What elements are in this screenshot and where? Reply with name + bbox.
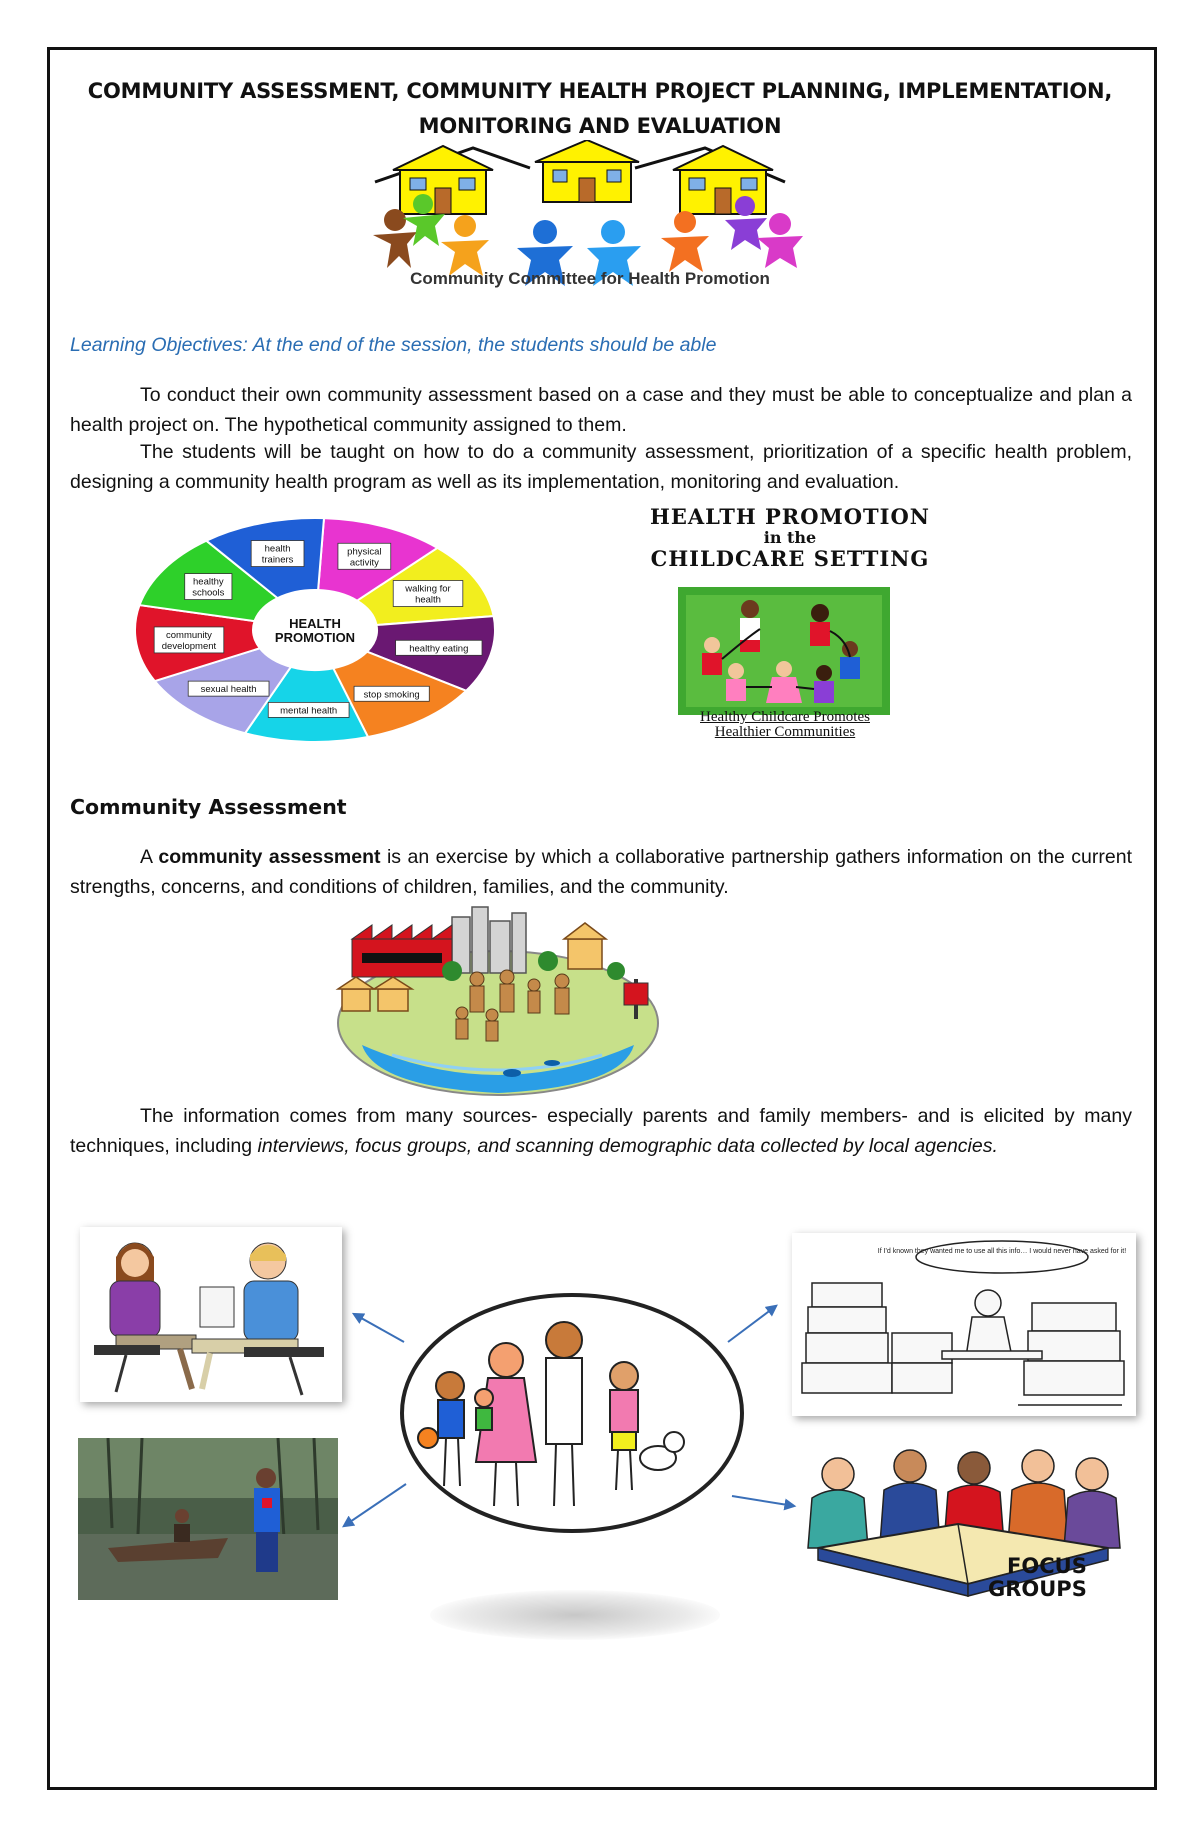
title-line-2: MONITORING AND EVALUATION bbox=[418, 114, 782, 138]
definition-text: is an exercise by which a collaborative partnership gathers information on the current strengths, concerns, and conditions of children, families, and the community. bbox=[70, 846, 1133, 898]
wheel-center-label: HEALTH bbox=[289, 616, 341, 631]
childcare-caption bbox=[640, 710, 930, 740]
focus-label-line-1: FOCUS bbox=[1007, 1554, 1087, 1578]
wheel-segment-label: health trainers bbox=[261, 543, 294, 566]
community-village-illustration bbox=[322, 905, 674, 1097]
data-scanning-cartoon bbox=[792, 1233, 1136, 1416]
wheel-segment-label: stop smoking bbox=[363, 689, 420, 701]
sources-paragraph bbox=[70, 1101, 1132, 1161]
cartoon-speech-bubble: If I'd known they wanted me to use all this info… I would never have asked for it! bbox=[877, 1248, 1127, 1255]
childcare-title-2: in the bbox=[763, 528, 817, 547]
title-line-1: COMMUNITY ASSESSMENT, COMMUNITY HEALTH PROJECT PLANNING, IMPLEMENTATION, bbox=[87, 79, 1113, 103]
circle-shadow bbox=[430, 1590, 720, 1640]
objective-text-1: To conduct their own community assessment based on a case and they must be able to conceptualize and plan a health project on. The hypothetical community assigned to them. bbox=[70, 384, 1132, 436]
wheel-segment-label: healthy schools bbox=[192, 576, 225, 599]
wheel-segment-label: community development bbox=[161, 629, 217, 652]
interview-icon bbox=[80, 1227, 342, 1402]
wheel-segment-label: physical activity bbox=[347, 546, 382, 569]
definition-paragraph bbox=[70, 842, 1132, 902]
objective-text-2: The students will be taught on how to do a community assessment, prioritization of a specific health problem, designing a community health program as well as its implementation, monitoring and evaluation. bbox=[70, 441, 1132, 493]
childcare-setting-graphic bbox=[620, 505, 960, 745]
wheel-center-label: PROMOTION bbox=[274, 630, 356, 645]
house-icon-center bbox=[535, 140, 639, 202]
flood-field-photo-icon bbox=[78, 1438, 338, 1600]
house-icon-right bbox=[673, 146, 773, 214]
sources-techniques: interviews, focus groups, and scanning demographic data collected by local agencies. bbox=[257, 1135, 998, 1157]
paperwork-cartoon-icon bbox=[792, 1233, 1136, 1416]
definition-pre: A bbox=[140, 846, 159, 868]
sources-text: The information comes from many sources- especially parents and family members- and is elicited by many techniques, including bbox=[70, 1105, 1132, 1157]
community-committee-logo bbox=[355, 140, 825, 290]
childcare-title-3: CHILDCARE SETTING bbox=[650, 546, 930, 571]
learning-objectives-label: Learning Objectives: At the end of the session, the students should be able bbox=[70, 334, 717, 356]
field-visit-photo bbox=[78, 1438, 338, 1600]
childcare-caption-1: Healthy Childcare Promotes bbox=[700, 709, 870, 725]
wheel-segment-label: mental health bbox=[280, 705, 338, 717]
childcare-title-1: HEALTH PROMOTION bbox=[650, 504, 930, 529]
logo-caption: Community Committee for Health Promotion bbox=[410, 269, 770, 288]
interview-illustration bbox=[80, 1227, 342, 1402]
wheel-segment-label: walking for health bbox=[405, 583, 451, 606]
childcare-caption-2: Healthier Communities bbox=[714, 724, 856, 740]
focus-label-line-2: GROUPS bbox=[988, 1577, 1087, 1601]
page-title bbox=[70, 74, 1130, 144]
focus-groups-label bbox=[988, 1555, 1087, 1601]
house-icon-left bbox=[393, 146, 493, 214]
wheel-segment-label: healthy eating bbox=[409, 643, 469, 655]
section-heading-community-assessment: Community Assessment bbox=[70, 795, 347, 819]
family-circle-illustration bbox=[396, 1290, 748, 1536]
objective-paragraph-2 bbox=[70, 437, 1132, 497]
wheel-segment-label: sexual health bbox=[200, 684, 257, 696]
children-circle-image bbox=[678, 587, 890, 715]
definition-term: community assessment bbox=[158, 846, 381, 868]
objective-paragraph-1 bbox=[70, 380, 1132, 440]
factory-icon bbox=[352, 925, 452, 977]
health-promotion-wheel bbox=[125, 512, 505, 748]
